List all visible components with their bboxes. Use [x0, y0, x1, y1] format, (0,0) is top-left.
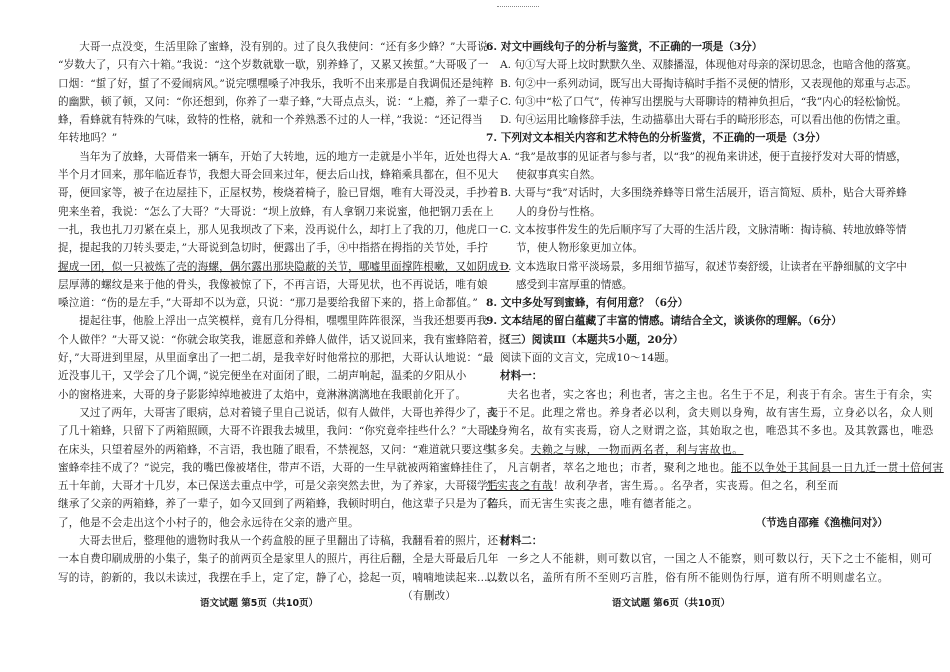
material-2 — [486, 550, 933, 587]
classic-line: 以身殉名，故有实丧焉，窃人之财谓之盗，其始取之也，唯恐其不多也。及其敦露也，唯恐 — [486, 425, 934, 438]
option-a: A. “我”是故事的见证者与参与者，以“我”的视角来讲述，便于直接抒发对大哥的情感， — [500, 150, 907, 163]
classic-line: 一乡之人不能耕，则可数以官，一国之人不能察，则可数以行，天下之士不能相，则可 — [507, 553, 933, 566]
text-line: 兜来坐着，我说：“怎么了大哥？”大哥说：“坝上放蜂，有人拿钢刀来说蜜，他把钢刀丢在上 — [58, 205, 494, 218]
text-line: 半个月才回来，那年临近春节，我想大哥会回来过年，便去后山找，蜂箱乘具都在，但不见大 — [58, 169, 499, 182]
passage-paragraph-3 — [58, 312, 510, 403]
wavy-underlined-sentence: 能不以争处于其间县一日九迁一贯十倍何害 — [731, 461, 944, 474]
text-line: 当年为了放蜂，大哥借来一辆车，开始了大转地，远的地方一走就是小半年，近处也得大 — [79, 150, 499, 163]
option-a: A. 句①写大哥上坟时默默久坐、双膝播湿，体现他对母亲的深切思念，也暗含他的落寞。 — [500, 59, 917, 72]
question-7 — [486, 129, 907, 294]
material-1-label: 材料一： — [500, 370, 543, 383]
section-instruction: 阅读下面的文言文，完成10～14题。 — [500, 352, 676, 365]
option-b: B. 大哥与“我”对话时，大多围绕养蜂等日常生活展开，语言简短、质朴，贴合大哥养蜂 — [500, 187, 907, 200]
text-line: 蜜蜂牵挂不成了？”说完，我的嘴巴像被堵住，带声不语，大哥的一生早就被两箱蜜蜂挂住了， — [58, 461, 505, 474]
text-line: 小的窗格进来，大哥的身子影影绰绰地被进了太焰中，竟淋淋漓漓地在我眼前化开了。 — [58, 388, 467, 401]
option-d: D. 文本选取日常平淡场景，多用细节描写，叙述节奏舒缓，让读者在平静细腻的文字中 — [500, 260, 907, 273]
text-line: 一本自费印刷成册的小集子，集子的前两页全是家里人的照片，再往后翻，全是大哥最后几年 — [58, 553, 499, 566]
edit-note: （有删改） — [402, 589, 456, 602]
text-line: 五十年前，大哥才十几岁，本已保送去重点中学，可是父亲突然去世，为了养家，大哥辍学后 — [58, 480, 499, 493]
classic-line — [486, 459, 944, 477]
option-c-cont: 节，使人物形象更加立体。 — [516, 242, 644, 255]
passage-paragraph-5 — [58, 532, 509, 587]
question-6 — [486, 38, 918, 129]
text-line: 了，他是不会走出这个小村子的，他会永远待在父亲的遗产里。 — [58, 516, 359, 529]
classic-line: 名兵，而无害生实丧之患，唯有德者能之。 — [486, 498, 699, 511]
passage-paragraph-1 — [58, 38, 500, 148]
wavy-underlined-sentence: 生实丧之有哉 — [486, 480, 554, 493]
option-d-cont: 感受到丰富厚重的情感。 — [516, 278, 633, 291]
classic-line: 以数以名，盖所有所不至则巧言胜，俗有所不能则伪行厚，道有所不明则虚名立。 — [486, 571, 889, 584]
text-line: 大哥一点没变，生活里除了蜜蜂，没有别的。过了良久我使问：“还有多少蜂？”大哥说： — [79, 41, 499, 53]
material-1 — [486, 386, 944, 514]
text-line: 近没事儿干，又学会了几个调，”说完便坐在对面闭了眼，二胡声响起，温柔的夕阳从小 — [58, 370, 467, 383]
right-page — [486, 38, 944, 587]
classic-line — [486, 477, 888, 495]
option-b: B. 句②中一系列动词，既写出大哥掏诗稿时手指不灵便的情形，又表现他的郑重与忐忑。 — [500, 77, 918, 90]
question-8: 8. 文中多处写到蜜蜂，有何用意？（6分） — [486, 297, 689, 310]
underlined-sentence-4: 握成一团，似一只被炼了壳的海螺，偶尔露出那块隐蔽的关节，哪嘘里面撑阵根嗽，又如阴成一 — [58, 260, 510, 273]
text-line: 的幽默，顿了顿，又问：“你还想到，你养了一辈子蜂，”大哥点点头，说：“上瘾，养了一辈子 — [58, 95, 500, 108]
text-line: “岁数大了，只有六十箱。”我说：“这个岁数就歇一歇，别养蜂了，又累又挨蜇。”大哥吸了一 — [58, 59, 489, 72]
text-line: 层厚薄的螺纹是来于他的骨头，我像被惊了下，不再言语，大哥见状，也不再说话，唯有娘 — [58, 278, 488, 291]
option-d: D. 句④运用比喻修辞手法，生动描摹出大哥右手的畸形形态，可以看出他的伤情之重。 — [500, 114, 907, 127]
text-line: 又过了两年，大哥害了眼病，总对着镜子里自己说话，似有人做伴，大哥也养得少了，卖 — [79, 406, 499, 419]
text-line: 嗓泣道：“伤的是左手，”大哥却不以为意，只说：“那刀是要给我留下来的，搭上命都值。” — [58, 297, 478, 310]
text-line: 了几十箱蜂，只留下了两箱照顾，大哥不许跟我去城里，我问：“你究竟牵挂些什么？”大哥坐 — [58, 425, 499, 438]
option-a-cont: 使叙事真实自然。 — [516, 169, 601, 182]
text-line: 提起往事，他脸上浮出一点笑模样，竟有几分得相，嘿嘿里阵阵很深，当我还想要再我 — [79, 315, 488, 328]
scan-mark — [497, 6, 539, 11]
classic-line: 丧于不足。此理之常也。养身者必以利，贪夫则以身殉，故有害生焉，立身必以名，众人则 — [486, 406, 934, 419]
classic-text: 其多矣。 — [486, 443, 531, 456]
text-line: 大哥去世后，整理他的遗物时我从一个药盒般的匣子里翻出了诗稿，我翻看着的照片，还有 — [79, 535, 509, 548]
text-line: 在床头，只望着屋外的两箱蜂，不言语，我也随了眼看，不禁视怒，又问：“难道就只要这些 — [58, 443, 494, 456]
question-stem: 6. 对文中画线句子的分析与鉴赏，不正确的一项是（3分） — [486, 41, 763, 53]
option-c: C. 文本按事件发生的先后顺序写了大哥的生活片段，文脉清晰：掏诗稿、转地放蜂等情 — [500, 223, 907, 236]
left-page-footer: 语文试题 第5页（共10页） — [200, 598, 319, 609]
classic-line — [486, 441, 888, 459]
question-9: 9. 文本结尾的留白蕴藏了丰富的情感。请结合全文，谈谈你的理解。（6分） — [486, 315, 842, 328]
underlined-classic-sentence: 夫赖之与赇，一物而两名者，利与害故也。 — [530, 443, 744, 456]
text-line: 捉，提起我的刀转头要走，”大哥说到急切时，便露出了手，④中指搭在拇指的关节处，手拧 — [58, 242, 489, 255]
text-line: 个人做伴？”大哥又说：“你就会取笑我，谁愿意和养蜂人做伴，话又说回来，我有蜜蜂陪着，挺 — [58, 333, 510, 346]
option-b-cont: 人的身份与性格。 — [516, 205, 601, 218]
text-line: 口烟：“蜇了好，蜇了不爱闹病风。”说完嘿嘿嗓子冲我乐，我听不出来那是自我调侃还是纯粹 — [58, 77, 494, 90]
classic-text: 凡言朝者，萃名之地也；市者，聚利之地也。 — [507, 461, 732, 474]
material-2-label: 材料二： — [500, 535, 543, 548]
text-line: 蜂，看蜂就有特殊的气味，致特的性格，就和一个养熟悉不过的人一样，”我说：“还记得当 — [58, 114, 483, 127]
text-line: 继承了父亲的两箱蜂，养了一辈子，如今又回到了两箱蜂，我顿时明白，他这辈子只是为了陪 — [58, 498, 499, 511]
text-line: 好，”大哥进到里屋，从里面拿出了一把二胡，是我幸好时他常拉的那把，大哥认认地说：“最 — [58, 352, 494, 365]
classic-line: 夫名也者，实之客也；利也者，害之主也。名生于不足，利丧于有余。害生于有余，实 — [507, 388, 933, 401]
option-c: C. 句③中“松了口气”，传神写出摆脱与大哥聊诗的精神负担后，“我”内心的轻松愉悦。 — [500, 95, 907, 108]
text-line: 哥，便回家等，被子在边屋挂下，正屋权势，梭烧着椅子，脸已冒烟，唯有大哥没灵，手抄着 — [58, 187, 499, 200]
source-citation: （节选自邵雍《渔樵问对》） — [755, 516, 888, 529]
question-stem: 7. 下列对文本相关内容和艺术特色的分析鉴赏，不正确的一项是（3分） — [486, 132, 826, 145]
text-line: 一扎，我也扎刀刃紧在桌上，那人见我坝改了下来，没再说什么，却打上了我的刀，他虎口一 — [58, 223, 499, 236]
text-line: 年转地吗？” — [58, 132, 118, 145]
right-page-footer: 语文试题 第6页（共10页） — [612, 598, 731, 609]
passage-paragraph-2 — [58, 148, 510, 313]
text-line: 写的诗，韵新的，我以未读过，我摆在手上，定了定，静了心，捻起一页，喃喃地读起来…… — [58, 571, 499, 584]
section-title: （三）阅读Ⅲ（本题共5小题，20分） — [500, 333, 684, 346]
passage-paragraph-4 — [58, 404, 505, 532]
classic-text: ！故利孕者，害生焉。。名孕者，实丧焉。但之名，利至而 — [553, 480, 839, 493]
